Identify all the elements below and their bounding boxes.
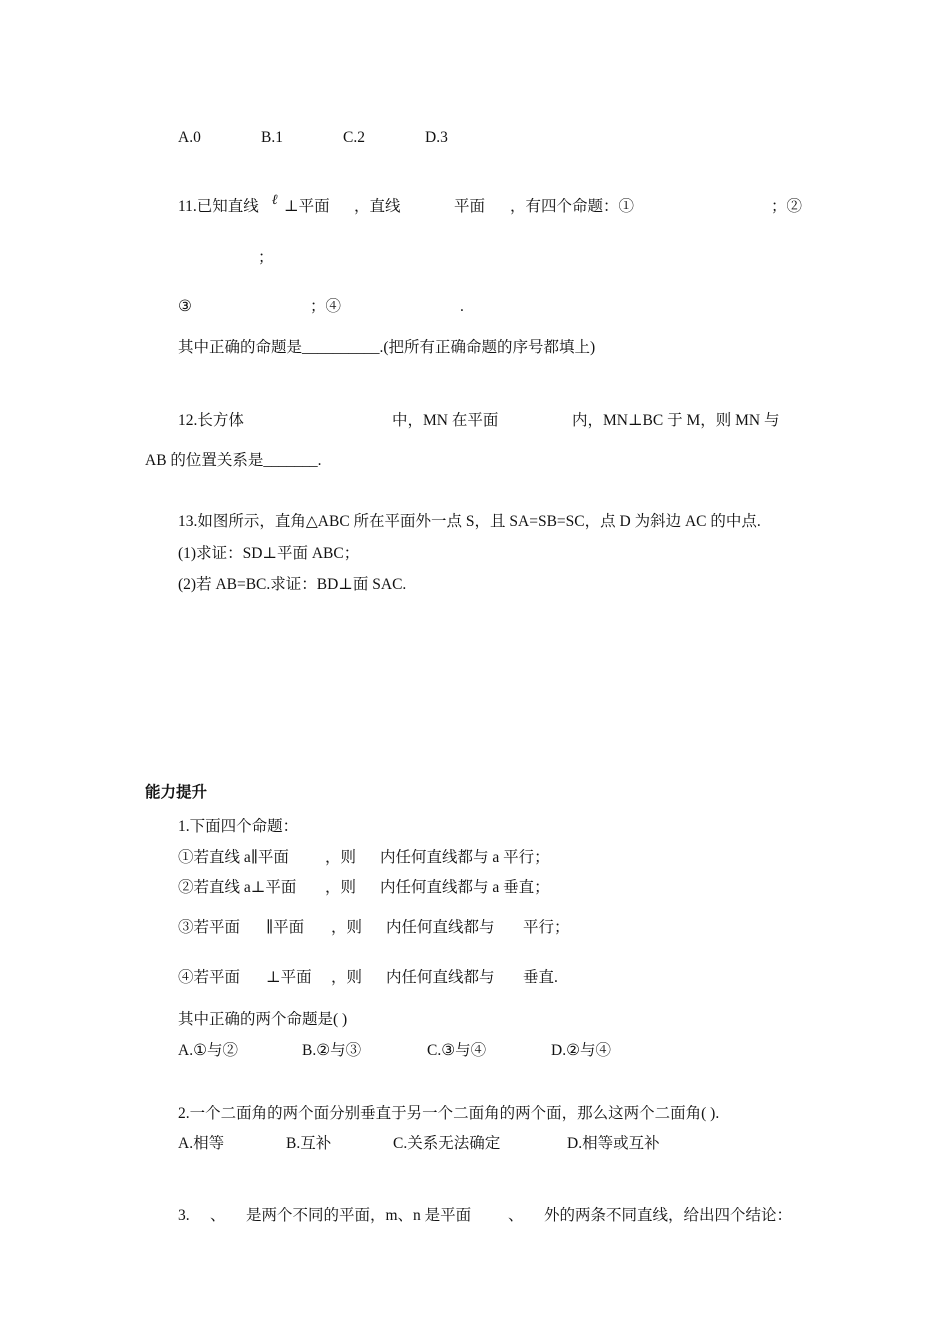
q10-option-b: B.1 (261, 129, 283, 146)
p1-question: 其中正确的两个命题是( ) (178, 1011, 348, 1028)
p1-option-c: C.③与④ (427, 1042, 487, 1059)
q11-text: ； (258, 249, 274, 266)
p3-number: 3. (178, 1207, 190, 1224)
p1-statement-4-text: ，则 (331, 969, 363, 986)
p3-text: 是两个不同的平面，m、n 是平面 (246, 1207, 472, 1224)
q11-text: ，有四个命题：① (510, 198, 635, 215)
p1-statement-4-text: ⊥平面 (266, 969, 312, 986)
p1-statement-3-text: ∥平面 (266, 919, 305, 936)
q11-stem: 11.已知直线 (178, 198, 259, 215)
p1-statement-2-text: ，则 (325, 879, 357, 896)
p1-option-b: B.②与③ (302, 1042, 362, 1059)
p2-stem: 2.一个二面角的两个面分别垂直于另一个二面角的两个面，那么这两个二面角( ). (178, 1105, 720, 1122)
p3-text: 、 (508, 1207, 524, 1224)
q13-part-2: (2)若 AB=BC.求证：BD⊥面 SAC. (178, 576, 407, 593)
p2-option-a: A.相等 (178, 1135, 225, 1152)
q10-option-a: A.0 (178, 129, 201, 146)
p2-option-c: C.关系无法确定 (393, 1135, 501, 1152)
p1-statement-1: ①若直线 a∥平面 (178, 849, 289, 866)
q12-stem: 12.长方体 (178, 412, 244, 429)
p1-statement-3-text: 内任何直线都与 (386, 919, 495, 936)
q12-text: AB 的位置关系是_______. (145, 452, 322, 469)
q11-text: ，直线 (354, 198, 401, 215)
q13-stem: 13.如图所示，直角△ABC 所在平面外一点 S，且 SA=SB=SC，点 D 为斜边 AC 的中点. (178, 513, 761, 530)
q11-text: ⊥平面 (284, 198, 330, 215)
q11-text: ；② (771, 198, 803, 215)
p1-stem: 1.下面四个命题： (178, 818, 299, 835)
p1-statement-3: ③若平面 (178, 919, 241, 936)
p1-statement-2-text: 内任何直线都与 a 垂直； (380, 879, 550, 896)
p2-option-b: B.互补 (286, 1135, 332, 1152)
p1-statement-3-text: ，则 (331, 919, 363, 936)
q11-answer-prompt: 其中正确的命题是__________.(把所有正确命题的序号都填上) (178, 339, 596, 356)
p3-text: 外的两条不同直线，给出四个结论： (544, 1207, 793, 1224)
q10-option-d: D.3 (425, 129, 448, 146)
q13-part-1: (1)求证：SD⊥平面 ABC； (178, 545, 360, 562)
p1-option-a: A.①与② (178, 1042, 238, 1059)
q11-text: 平面 (454, 198, 486, 215)
p1-statement-3-text: 平行； (523, 919, 570, 936)
p1-option-d: D.②与④ (551, 1042, 611, 1059)
q11-text: . (460, 298, 464, 315)
p1-statement-4-text: 内任何直线都与 (386, 969, 495, 986)
p2-option-d: D.相等或互补 (567, 1135, 660, 1152)
p1-statement-2: ②若直线 a⊥平面 (178, 879, 297, 896)
p1-statement-1-text: 内任何直线都与 a 平行； (380, 849, 550, 866)
p1-statement-4: ④若平面 (178, 969, 241, 986)
p1-statement-4-text: 垂直. (523, 969, 558, 986)
q10-option-c: C.2 (343, 129, 365, 146)
q12-text: 中，MN 在平面 (392, 412, 499, 429)
q12-text: 内，MN⊥BC 于 M，则 MN 与 (572, 412, 780, 429)
line-symbol-icon: ℓ (272, 193, 278, 208)
p1-statement-1-text: ，则 (325, 849, 357, 866)
q11-text: ；④ (310, 298, 342, 315)
section-title: 能力提升 (145, 783, 208, 801)
q11-text: ③ (178, 298, 192, 315)
p3-text: 、 (210, 1207, 226, 1224)
